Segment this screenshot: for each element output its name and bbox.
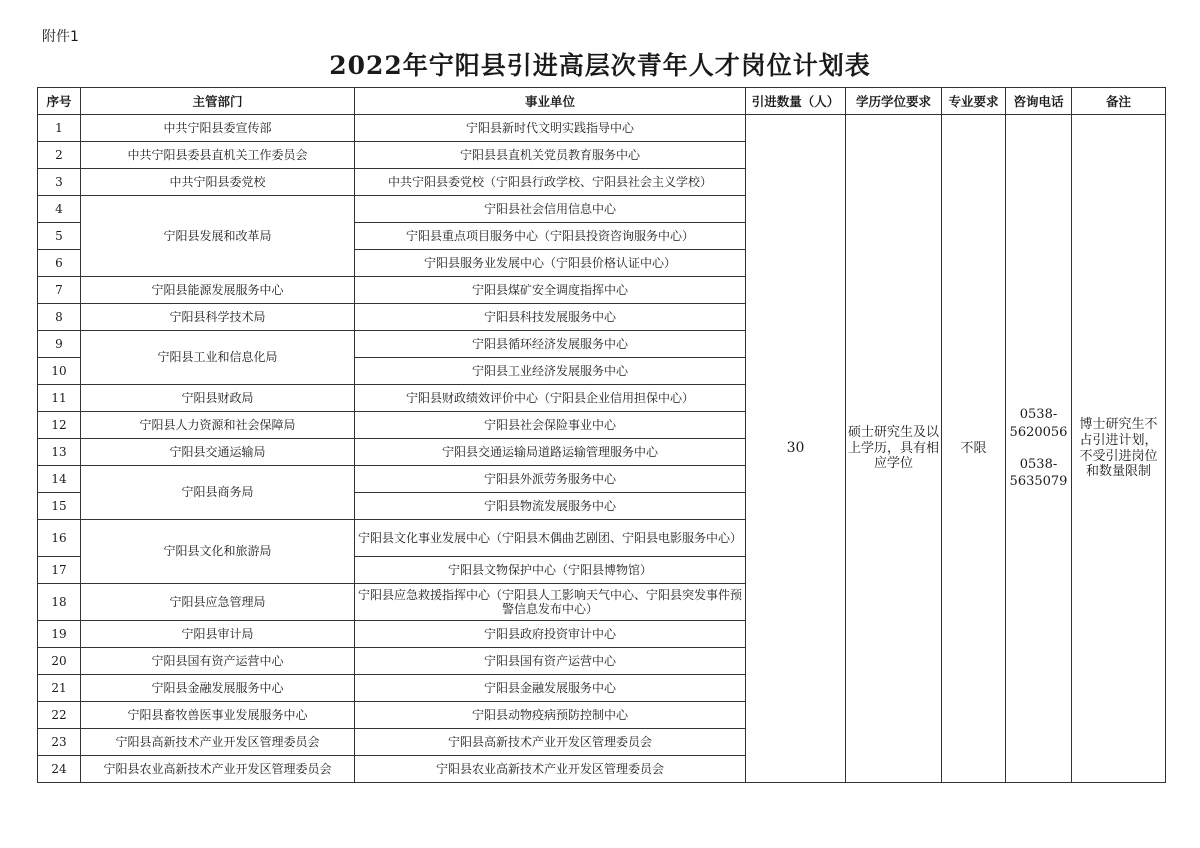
dept-cell: 宁阳县应急管理局 <box>81 584 355 621</box>
dept-cell: 宁阳县发展和改革局 <box>81 196 355 277</box>
header-phone: 咨询电话 <box>1006 88 1072 115</box>
note-cell: 博士研究生不占引进计划，不受引进岗位和数量限制 <box>1072 115 1166 783</box>
row-no: 6 <box>38 250 81 277</box>
unit-cell: 宁阳县外派劳务服务中心 <box>355 466 746 493</box>
row-no: 13 <box>38 439 81 466</box>
page-title: 2022年宁阳县引进高层次青年人才岗位计划表 <box>329 51 871 80</box>
unit-cell: 宁阳县应急救援指挥中心（宁阳县人工影响天气中心、宁阳县突发事件预警信息发布中心） <box>355 584 746 621</box>
unit-cell: 宁阳县财政绩效评价中心（宁阳县企业信用担保中心） <box>355 385 746 412</box>
count-cell: 30 <box>746 115 846 783</box>
unit-cell: 宁阳县服务业发展中心（宁阳县价格认证中心） <box>355 250 746 277</box>
attachment-label: 附件1 <box>42 29 79 45</box>
row-no: 8 <box>38 304 81 331</box>
row-no: 17 <box>38 557 81 584</box>
row-no: 11 <box>38 385 81 412</box>
dept-cell: 中共宁阳县委党校 <box>81 169 355 196</box>
row-no: 7 <box>38 277 81 304</box>
degree-cell: 硕士研究生及以上学历，具有相应学位 <box>846 115 942 783</box>
row-no: 21 <box>38 675 81 702</box>
dept-cell: 宁阳县工业和信息化局 <box>81 331 355 385</box>
header-degree: 学历学位要求 <box>846 88 942 115</box>
unit-cell: 宁阳县社会信用信息中心 <box>355 196 746 223</box>
dept-cell: 宁阳县文化和旅游局 <box>81 520 355 584</box>
unit-cell: 宁阳县县直机关党员教育服务中心 <box>355 142 746 169</box>
row-no: 14 <box>38 466 81 493</box>
unit-cell: 宁阳县金融发展服务中心 <box>355 675 746 702</box>
dept-cell: 宁阳县高新技术产业开发区管理委员会 <box>81 729 355 756</box>
dept-cell: 宁阳县人力资源和社会保障局 <box>81 412 355 439</box>
header-dept: 主管部门 <box>81 88 355 115</box>
row-no: 9 <box>38 331 81 358</box>
unit-cell: 宁阳县政府投资审计中心 <box>355 621 746 648</box>
table-header-row <box>38 88 1166 115</box>
header-unit: 事业单位 <box>355 88 746 115</box>
dept-cell: 宁阳县国有资产运营中心 <box>81 648 355 675</box>
row-no: 16 <box>38 520 81 557</box>
row-no: 18 <box>38 584 81 621</box>
dept-cell: 宁阳县能源发展服务中心 <box>81 277 355 304</box>
dept-cell: 中共宁阳县委县直机关工作委员会 <box>81 142 355 169</box>
phone-number-2: 0538-5635079 <box>1009 456 1068 490</box>
row-no: 5 <box>38 223 81 250</box>
position-plan-table <box>37 87 1166 783</box>
unit-cell: 宁阳县工业经济发展服务中心 <box>355 358 746 385</box>
dept-cell: 宁阳县畜牧兽医事业发展服务中心 <box>81 702 355 729</box>
unit-cell: 宁阳县国有资产运营中心 <box>355 648 746 675</box>
dept-cell: 宁阳县交通运输局 <box>81 439 355 466</box>
row-no: 12 <box>38 412 81 439</box>
dept-cell: 宁阳县商务局 <box>81 466 355 520</box>
unit-cell: 宁阳县交通运输局道路运输管理服务中心 <box>355 439 746 466</box>
row-no: 2 <box>38 142 81 169</box>
unit-cell: 宁阳县物流发展服务中心 <box>355 493 746 520</box>
dept-cell: 宁阳县农业高新技术产业开发区管理委员会 <box>81 756 355 783</box>
unit-cell: 宁阳县新时代文明实践指导中心 <box>355 115 746 142</box>
unit-cell: 宁阳县文物保护中心（宁阳县博物馆） <box>355 557 746 584</box>
header-major: 专业要求 <box>942 88 1006 115</box>
dept-cell: 宁阳县金融发展服务中心 <box>81 675 355 702</box>
phone-number-1: 0538-5620056 <box>1009 407 1068 440</box>
row-no: 4 <box>38 196 81 223</box>
unit-cell: 宁阳县农业高新技术产业开发区管理委员会 <box>355 756 746 783</box>
unit-cell: 中共宁阳县委党校（宁阳县行政学校、宁阳县社会主义学校） <box>355 169 746 196</box>
row-no: 10 <box>38 358 81 385</box>
dept-cell: 宁阳县审计局 <box>81 621 355 648</box>
unit-cell: 宁阳县科技发展服务中心 <box>355 304 746 331</box>
row-no: 23 <box>38 729 81 756</box>
row-no: 24 <box>38 756 81 783</box>
unit-cell: 宁阳县社会保险事业中心 <box>355 412 746 439</box>
dept-cell: 宁阳县科学技术局 <box>81 304 355 331</box>
unit-cell: 宁阳县文化事业发展中心（宁阳县木偶曲艺剧团、宁阳县电影服务中心） <box>355 520 746 557</box>
unit-cell: 宁阳县高新技术产业开发区管理委员会 <box>355 729 746 756</box>
unit-cell: 宁阳县动物疫病预防控制中心 <box>355 702 746 729</box>
table-row <box>38 115 1166 142</box>
header-count: 引进数量（人） <box>746 88 846 115</box>
unit-cell: 宁阳县循环经济发展服务中心 <box>355 331 746 358</box>
major-cell: 不限 <box>942 115 1006 783</box>
row-no: 3 <box>38 169 81 196</box>
dept-cell: 中共宁阳县委宣传部 <box>81 115 355 142</box>
row-no: 19 <box>38 621 81 648</box>
dept-cell: 宁阳县财政局 <box>81 385 355 412</box>
phone-cell <box>1006 115 1072 783</box>
row-no: 1 <box>38 115 81 142</box>
header-note: 备注 <box>1072 88 1166 115</box>
row-no: 22 <box>38 702 81 729</box>
unit-cell: 宁阳县煤矿安全调度指挥中心 <box>355 277 746 304</box>
row-no: 20 <box>38 648 81 675</box>
header-no: 序号 <box>38 88 81 115</box>
row-no: 15 <box>38 493 81 520</box>
unit-cell: 宁阳县重点项目服务中心（宁阳县投资咨询服务中心） <box>355 223 746 250</box>
